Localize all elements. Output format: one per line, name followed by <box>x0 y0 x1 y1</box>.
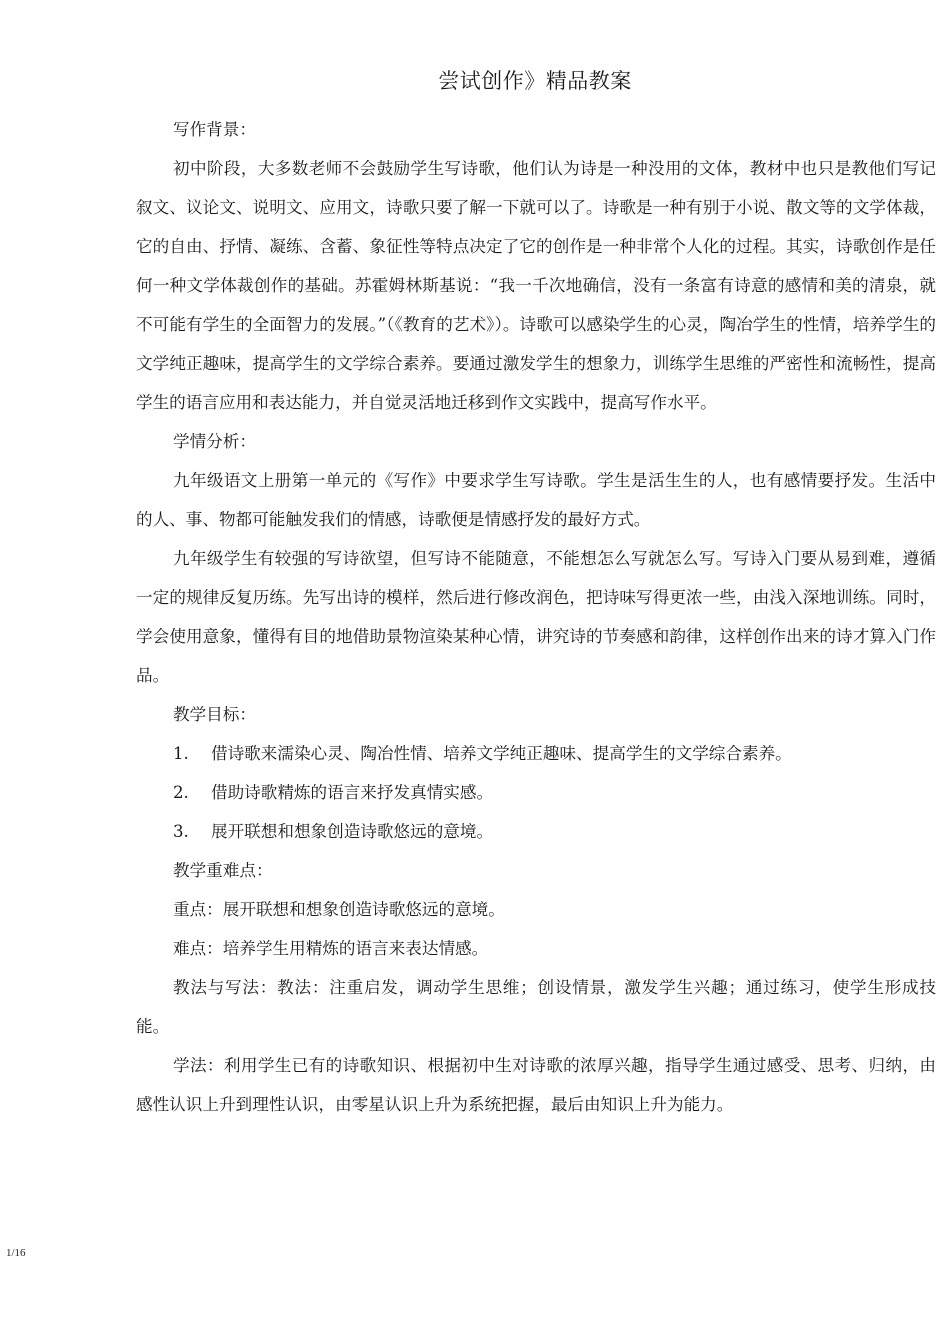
list-number: 1. <box>173 744 189 763</box>
list-number: 3. <box>173 822 189 841</box>
difficulty-line: 难点：培养学生用精炼的语言来表达情感。 <box>173 939 489 958</box>
list-item <box>136 734 936 773</box>
document-title: 尝试创作》精品教案 <box>438 69 632 93</box>
key-point-line: 重点：展开联想和想象创造诗歌悠远的意境。 <box>173 900 505 919</box>
list-text: 借诗歌来濡染心灵、陶冶性情、培养文学纯正趣味、提高学生的文学综合素养。 <box>211 744 792 763</box>
list-number: 2. <box>173 783 189 802</box>
paragraph-analysis-2: 九年级学生有较强的写诗欲望，但写诗不能随意，不能想怎么写就怎么写。写诗入门要从易到难，遵循一定的规律反复历练。先写出诗的模样，然后进行修改润色，把诗味写得更浓一些，由浅入深地训练。同时，学会使用意象，懂得有目的地借助景物渲染某种心情，讲究诗的节奏感和韵律，这样创作出来的诗才算入门作品。 <box>136 549 936 685</box>
list-item <box>136 773 936 812</box>
list-item <box>136 812 936 851</box>
document-body <box>136 110 936 1124</box>
paragraph-background: 初中阶段，大多数老师不会鼓励学生写诗歌，他们认为诗是一种没用的文体，教材中也只是教他们写记叙文、议论文、说明文、应用文，诗歌只要了解一下就可以了。诗歌是一种有别于小说、散文等的文学体裁，它的自由、抒情、凝练、含蓄、象征性等特点决定了它的创作是一种非常个人化的过程。其实，诗歌创作是任何一种文学体裁创作的基础。苏霍姆林斯基说：“我一千次地确信，没有一条富有诗意的感情和美的清泉，就不可能有学生的全面智力的发展。”（《教育的艺术》）。诗歌可以感染学生的心灵，陶冶学生的性情，培养学生的文学纯正趣味，提高学生的文学综合素养。要通过激发学生的想象力，训练学生思维的严密性和流畅性，提高学生的语言应用和表达能力，并自觉灵活地迁移到作文实践中，提高写作水平。 <box>136 159 936 412</box>
list-text: 借助诗歌精炼的语言来抒发真情实感。 <box>211 783 494 802</box>
section-heading-background: 写作背景： <box>173 120 256 139</box>
page-number: 1/16 <box>6 1247 26 1259</box>
list-text: 展开联想和想象创造诗歌悠远的意境。 <box>211 822 494 841</box>
paragraph-study-method: 学法：利用学生已有的诗歌知识、根据初中生对诗歌的浓厚兴趣，指导学生通过感受、思考、归纳，由感性认识上升到理性认识，由零星认识上升为系统把握，最后由知识上升为能力。 <box>136 1056 936 1114</box>
paragraph-teaching-method: 教法与写法：教法：注重启发，调动学生思维；创设情景，激发学生兴趣；通过练习，使学生形成技能。 <box>136 978 936 1036</box>
section-heading-goals: 教学目标： <box>173 705 256 724</box>
section-heading-key-points: 教学重难点： <box>173 861 273 880</box>
paragraph-analysis-1: 九年级语文上册第一单元的《写作》中要求学生写诗歌。学生是活生生的人，也有感情要抒发。生活中的人、事、物都可能触发我们的情感，诗歌便是情感抒发的最好方式。 <box>136 471 936 529</box>
section-heading-analysis: 学情分析： <box>173 432 256 451</box>
